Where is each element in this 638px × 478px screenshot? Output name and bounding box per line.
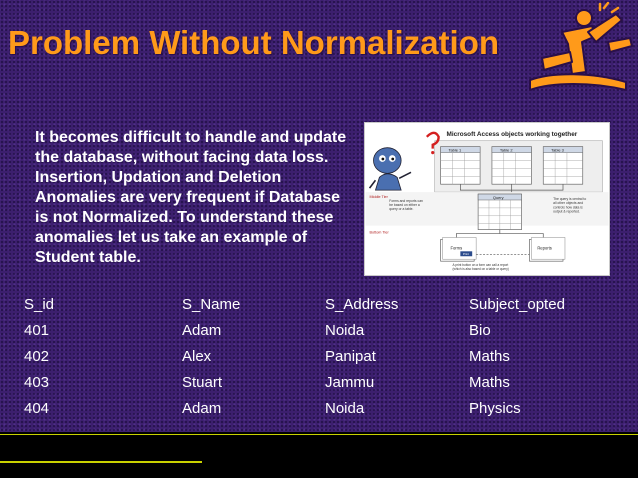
- svg-text:Table 1: Table 1: [448, 147, 462, 153]
- table-cell: Maths: [469, 348, 510, 365]
- diagram-note-right: The query is central to all other objects and controls how data is output & reported.: [553, 196, 587, 214]
- table-cell: Jammu: [325, 374, 375, 391]
- svg-text:Forms: Forms: [450, 245, 463, 251]
- diagram-note-left: Forms and reports can be based on either a query or a table.: [389, 198, 423, 212]
- diagram-table-3: [543, 147, 582, 185]
- diagram-note-bottom: A print button on a form can call a report (which is also based on a table or query): [452, 263, 509, 272]
- svg-text:Table 2: Table 2: [499, 147, 513, 153]
- footer-bar: [0, 432, 638, 478]
- table-cell: 402: [24, 348, 50, 365]
- table-header: Subject_opted: [469, 296, 565, 313]
- table-header: S_Name: [182, 296, 241, 313]
- diagram-heading: Microsoft Access objects working together: [446, 130, 578, 138]
- table-cell: Noida: [325, 400, 365, 417]
- slide-body-text: It becomes difficult to handle and update the database, without facing data loss. Insertion, Updation and Deletion Anomalies are very frequent if Database is not Normalized. To understand these anomalies let us take an example of Student table.: [35, 129, 347, 266]
- person-writing-logo: [522, 2, 634, 92]
- slide-title: Problem Without Normalization: [8, 24, 500, 61]
- footer-divider: [0, 434, 638, 435]
- svg-text:Query: Query: [492, 195, 504, 200]
- table-cell: Maths: [469, 374, 510, 391]
- table-header: S_Address: [325, 296, 399, 313]
- access-objects-diagram: [364, 122, 610, 276]
- diagram-tier-bottom: Bottom Tier: [369, 230, 389, 235]
- table-cell: Alex: [182, 348, 212, 365]
- table-cell: 401: [24, 322, 50, 339]
- table-cell: Panipat: [325, 348, 376, 365]
- table-cell: 404: [24, 400, 50, 417]
- robot-mascot-icon: [370, 133, 439, 190]
- diagram-forms: [441, 237, 477, 261]
- table-header: S_id: [24, 296, 55, 313]
- table-cell: Physics: [469, 400, 521, 417]
- svg-text:Print: Print: [462, 252, 469, 257]
- student-table: [24, 292, 604, 422]
- table-cell: 403: [24, 374, 50, 391]
- diagram-reports: [529, 237, 565, 261]
- table-cell: Stuart: [182, 374, 223, 391]
- table-cell: Noida: [325, 322, 365, 339]
- table-cell: Adam: [182, 322, 222, 339]
- svg-text:Table 3: Table 3: [551, 147, 564, 153]
- diagram-table-1: [441, 147, 480, 185]
- diagram-table-2: [492, 147, 531, 185]
- diagram-tier-top: Middle Tier: [369, 195, 388, 200]
- diagram-query: [478, 194, 521, 230]
- footer-accent-line: [0, 461, 202, 463]
- table-cell: Adam: [182, 400, 222, 417]
- svg-text:Reports: Reports: [537, 245, 552, 251]
- table-cell: Bio: [469, 322, 491, 339]
